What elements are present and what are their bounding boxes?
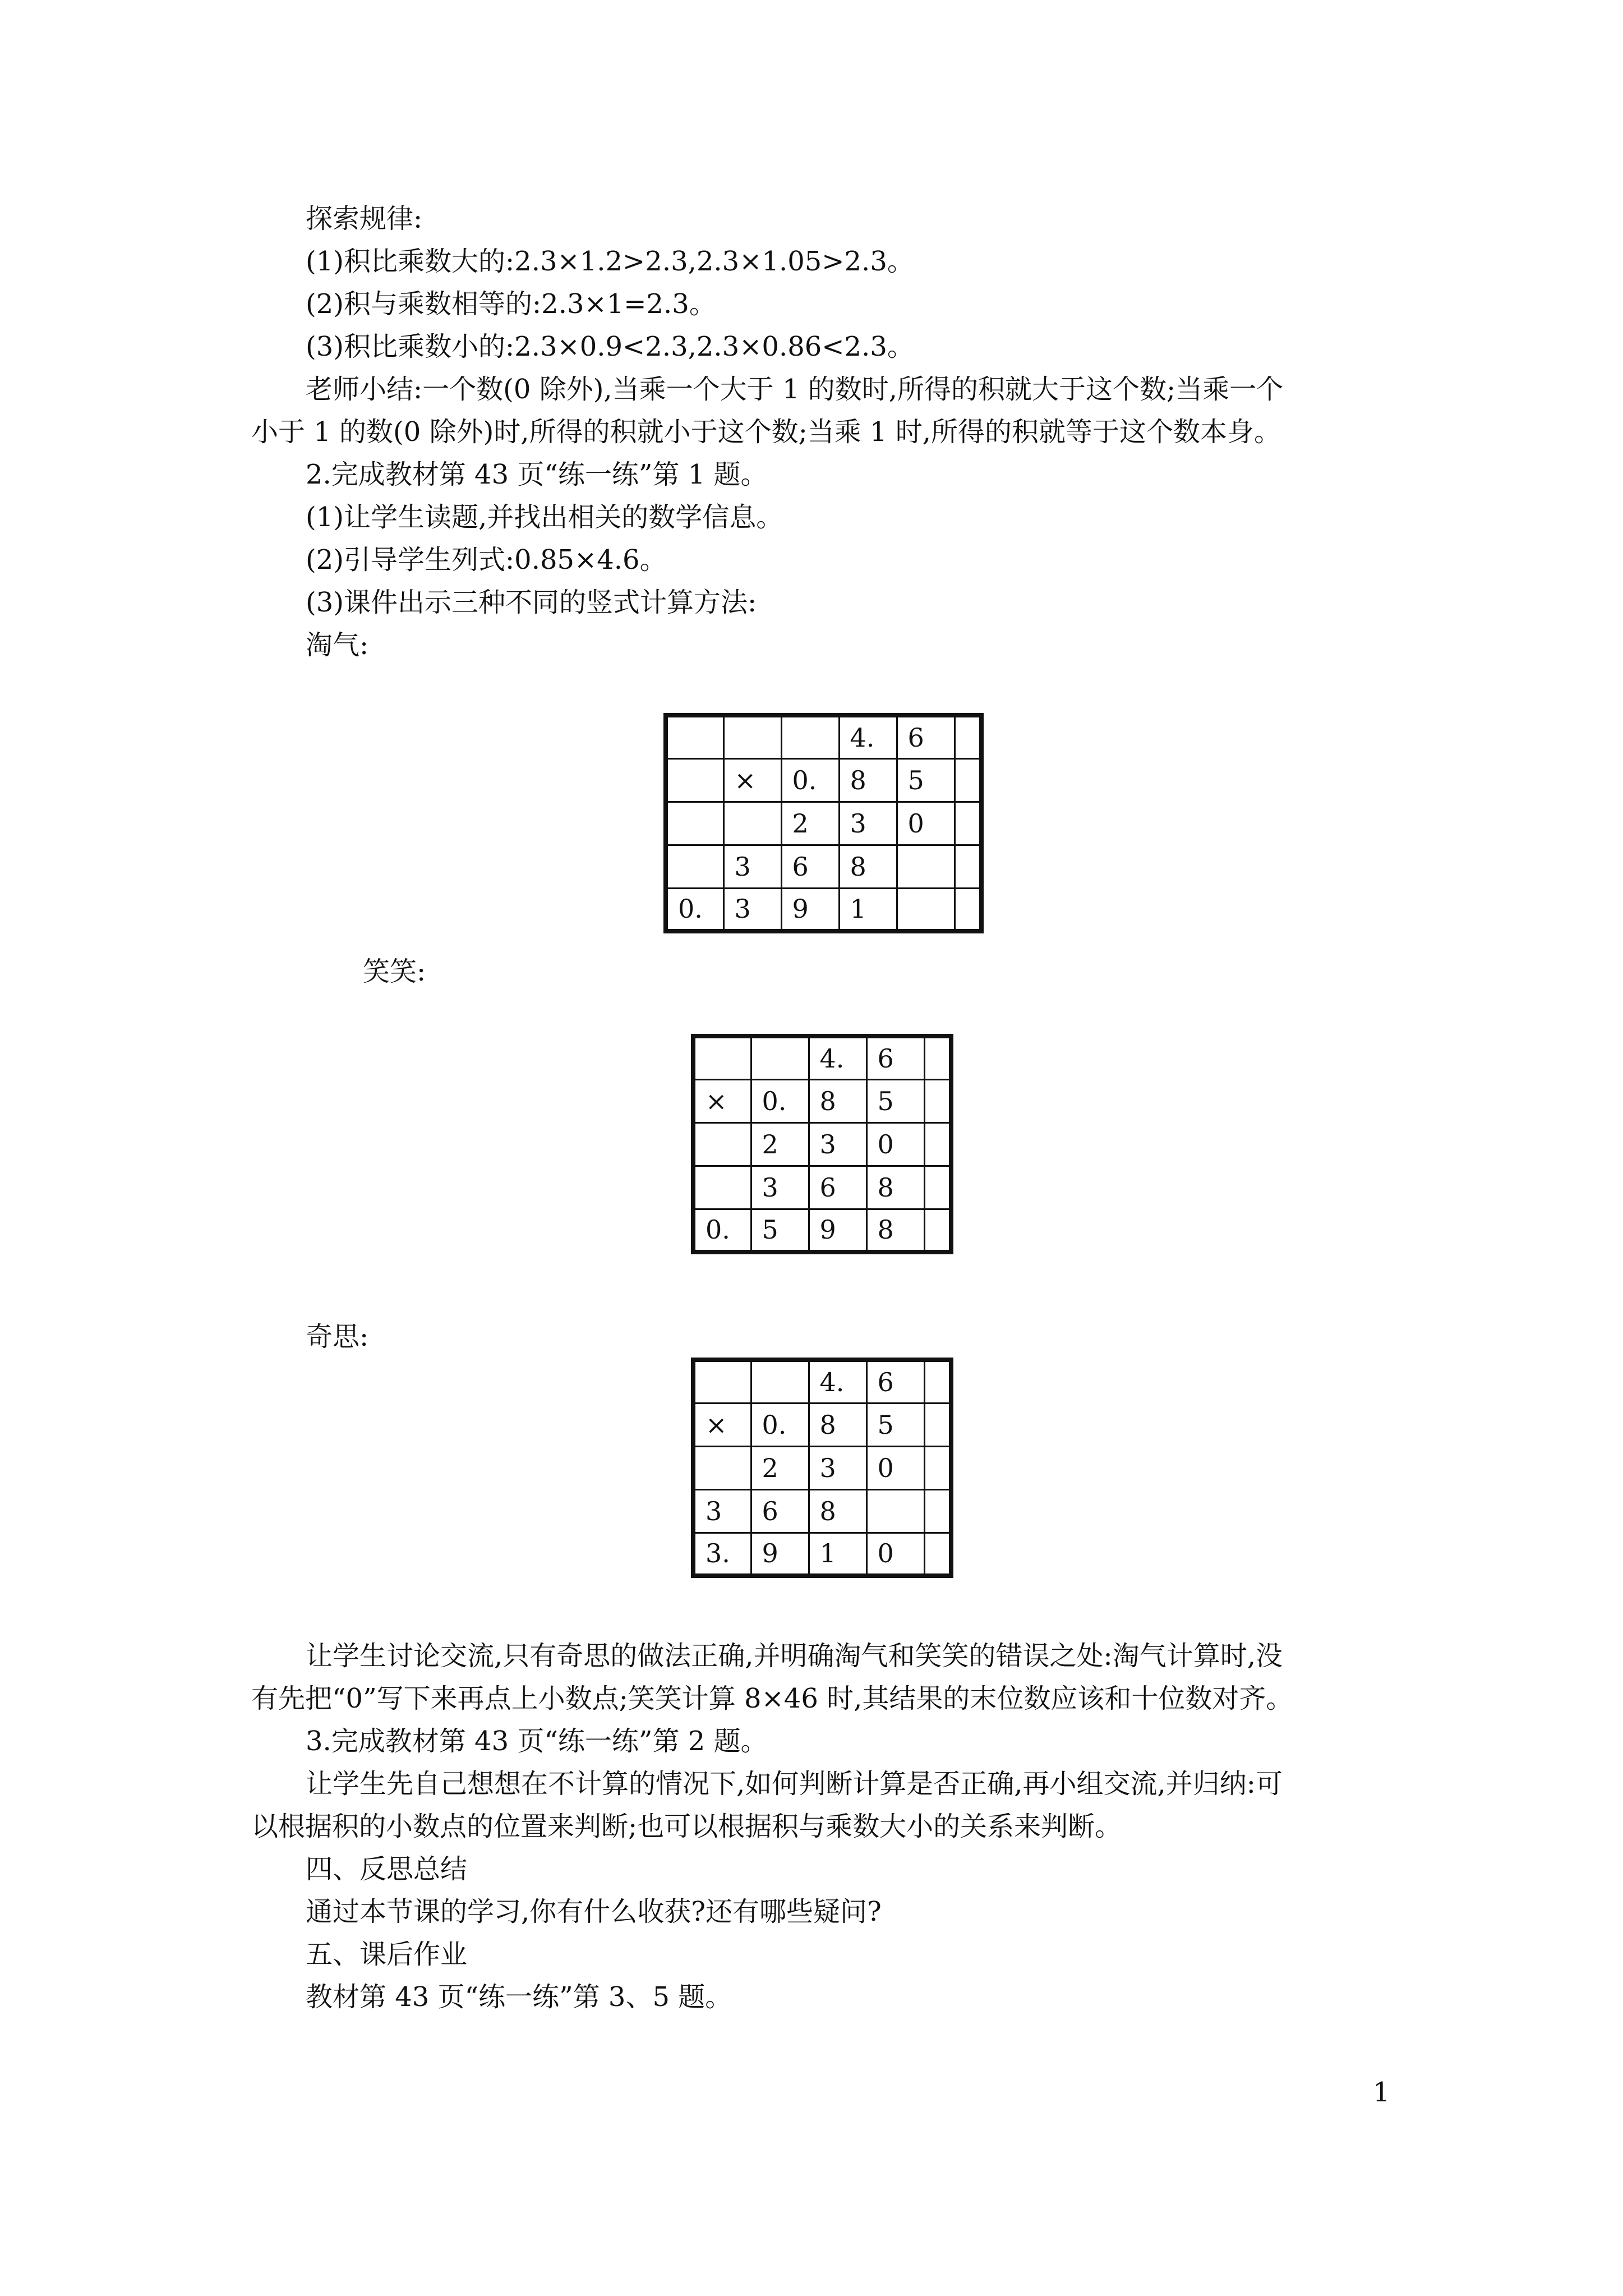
grid-cell: 1 — [809, 1533, 866, 1576]
grid-cell: 0 — [866, 1446, 924, 1489]
grid-cell: 2 — [751, 1446, 809, 1489]
grid-cell: 9 — [809, 1209, 866, 1252]
heading-explore-rule: 探索规律: — [306, 203, 423, 234]
section-homework-heading: 五、课后作业 — [306, 1939, 468, 1970]
discussion-line-1: 让学生讨论交流,只有奇思的做法正确,并明确淘气和笑笑的错误之处:淘气计算时,没 — [306, 1640, 1283, 1672]
grid-cell: 5 — [866, 1403, 924, 1446]
grid-row — [693, 1209, 951, 1252]
vertical-calc-grid-xiaoxiao — [691, 1034, 953, 1254]
grid-row — [666, 845, 981, 888]
grid-cell — [666, 758, 723, 802]
grid-cell: 4. — [809, 1036, 866, 1079]
grid-cell: 0. — [751, 1403, 809, 1446]
grid-cell — [955, 715, 981, 758]
grid-cell: 3 — [751, 1166, 809, 1209]
grid-cell: 0. — [666, 888, 723, 931]
grid-cell — [924, 1122, 951, 1166]
grid-cell — [924, 1489, 951, 1533]
grid-cell — [897, 888, 955, 931]
section-reflection-heading: 四、反思总结 — [306, 1853, 468, 1885]
task-2-step-1: (1)让学生读题,并找出相关的数学信息。 — [306, 501, 783, 533]
grid-cell — [693, 1166, 751, 1209]
grid-cell: 3 — [809, 1122, 866, 1166]
grid-cell: 6 — [866, 1360, 924, 1403]
grid-cell: 8 — [809, 1489, 866, 1533]
grid-cell — [751, 1036, 809, 1079]
rule-item-1: (1)积比乘数大的:2.3×1.2>2.3,2.3×1.05>2.3。 — [306, 246, 914, 277]
homework-text: 教材第 43 页“练一练”第 3、5 题。 — [306, 1981, 732, 2013]
grid-cell: 3 — [723, 845, 781, 888]
grid-cell — [693, 1360, 751, 1403]
teacher-summary-line-2: 小于 1 的数(0 除外)时,所得的积就小于这个数;当乘 1 时,所得的积就等于这个数本身。 — [251, 416, 1281, 448]
grid-cell — [955, 758, 981, 802]
rule-item-2: (2)积与乘数相等的:2.3×1=2.3。 — [306, 288, 716, 320]
task-3-line-1: 让学生先自己想想在不计算的情况下,如何判断计算是否正确,再小组交流,并归纳:可 — [306, 1768, 1283, 1800]
grid-cell: 3 — [809, 1446, 866, 1489]
grid-row — [693, 1446, 951, 1489]
grid-cell — [924, 1360, 951, 1403]
grid-cell — [924, 1446, 951, 1489]
grid-cell: 2 — [781, 802, 839, 845]
grid-cell — [723, 715, 781, 758]
grid-cell: 6 — [866, 1036, 924, 1079]
grid-cell — [781, 715, 839, 758]
grid-cell — [866, 1489, 924, 1533]
grid-cell — [666, 802, 723, 845]
grid-row — [693, 1036, 951, 1079]
grid-cell: 6 — [751, 1489, 809, 1533]
grid-cell: 8 — [866, 1166, 924, 1209]
grid-cell: × — [693, 1079, 751, 1122]
grid-cell — [924, 1209, 951, 1252]
grid-row — [693, 1533, 951, 1576]
grid-cell: 3. — [693, 1533, 751, 1576]
task-3-heading: 3.完成教材第 43 页“练一练”第 2 题。 — [306, 1726, 768, 1757]
vertical-calc-grid-qisi — [691, 1358, 953, 1578]
grid-row — [666, 888, 981, 931]
grid-cell — [924, 1533, 951, 1576]
grid-cell — [666, 845, 723, 888]
grid-row — [693, 1360, 951, 1403]
grid-cell: 8 — [839, 758, 897, 802]
grid-cell: 8 — [866, 1209, 924, 1252]
grid-cell: 8 — [809, 1079, 866, 1122]
task-2-heading: 2.完成教材第 43 页“练一练”第 1 题。 — [306, 459, 768, 490]
grid-cell — [955, 888, 981, 931]
grid-cell — [955, 845, 981, 888]
grid-cell: 9 — [781, 888, 839, 931]
grid-cell: 8 — [839, 845, 897, 888]
grid-row — [693, 1122, 951, 1166]
grid-cell: 5 — [751, 1209, 809, 1252]
grid-cell: 0 — [866, 1122, 924, 1166]
grid-cell: 0 — [866, 1533, 924, 1576]
task-2-step-2: (2)引导学生列式:0.85×4.6。 — [306, 544, 667, 576]
grid-cell: 0 — [897, 802, 955, 845]
grid-cell: 9 — [751, 1533, 809, 1576]
grid-cell — [955, 802, 981, 845]
grid-cell: 3 — [693, 1489, 751, 1533]
teacher-summary-line-1: 老师小结:一个数(0 除外),当乘一个大于 1 的数时,所得的积就大于这个数;当乘一个 — [306, 374, 1284, 405]
grid-cell: 4. — [809, 1360, 866, 1403]
grid-cell: 1 — [839, 888, 897, 931]
grid-cell — [693, 1446, 751, 1489]
label-xiaoxiao: 笑笑: — [363, 956, 426, 987]
label-qisi: 奇思: — [306, 1321, 369, 1352]
grid-row — [666, 715, 981, 758]
grid-cell: 0. — [693, 1209, 751, 1252]
grid-cell: 8 — [809, 1403, 866, 1446]
grid-cell — [723, 802, 781, 845]
grid-cell: 0. — [751, 1079, 809, 1122]
grid-cell: 5 — [897, 758, 955, 802]
grid-cell — [924, 1403, 951, 1446]
grid-cell: 3 — [723, 888, 781, 931]
grid-cell — [666, 715, 723, 758]
grid-cell: 6 — [809, 1166, 866, 1209]
task-2-step-3: (3)课件出示三种不同的竖式计算方法: — [306, 587, 757, 618]
label-taoqi: 淘气: — [306, 629, 369, 661]
grid-row — [693, 1079, 951, 1122]
grid-cell — [693, 1036, 751, 1079]
grid-cell — [693, 1122, 751, 1166]
grid-cell: 5 — [866, 1079, 924, 1122]
grid-row — [666, 758, 981, 802]
grid-cell: 0. — [781, 758, 839, 802]
page-number: 1 — [1373, 2077, 1390, 2108]
rule-item-3: (3)积比乘数小的:2.3×0.9<2.3,2.3×0.86<2.3。 — [306, 331, 914, 362]
grid-cell — [924, 1166, 951, 1209]
grid-row — [693, 1166, 951, 1209]
grid-cell — [924, 1036, 951, 1079]
grid-cell: 6 — [897, 715, 955, 758]
task-3-line-2: 以根据积的小数点的位置来判断;也可以根据积与乘数大小的关系来判断。 — [251, 1811, 1122, 1842]
grid-cell: 3 — [839, 802, 897, 845]
grid-cell: 2 — [751, 1122, 809, 1166]
grid-row — [693, 1403, 951, 1446]
grid-row — [666, 802, 981, 845]
grid-cell — [751, 1360, 809, 1403]
discussion-line-2: 有先把“0”写下来再点上小数点;笑笑计算 8×46 时,其结果的末位数应该和十位数对齐。 — [251, 1683, 1293, 1714]
grid-cell — [924, 1079, 951, 1122]
reflection-text: 通过本节课的学习,你有什么收获?还有哪些疑问? — [306, 1896, 882, 1927]
grid-cell: × — [693, 1403, 751, 1446]
grid-cell: 6 — [781, 845, 839, 888]
grid-cell: × — [723, 758, 781, 802]
grid-cell — [897, 845, 955, 888]
vertical-calc-grid-taoqi — [663, 713, 984, 933]
grid-row — [693, 1489, 951, 1533]
grid-cell: 4. — [839, 715, 897, 758]
